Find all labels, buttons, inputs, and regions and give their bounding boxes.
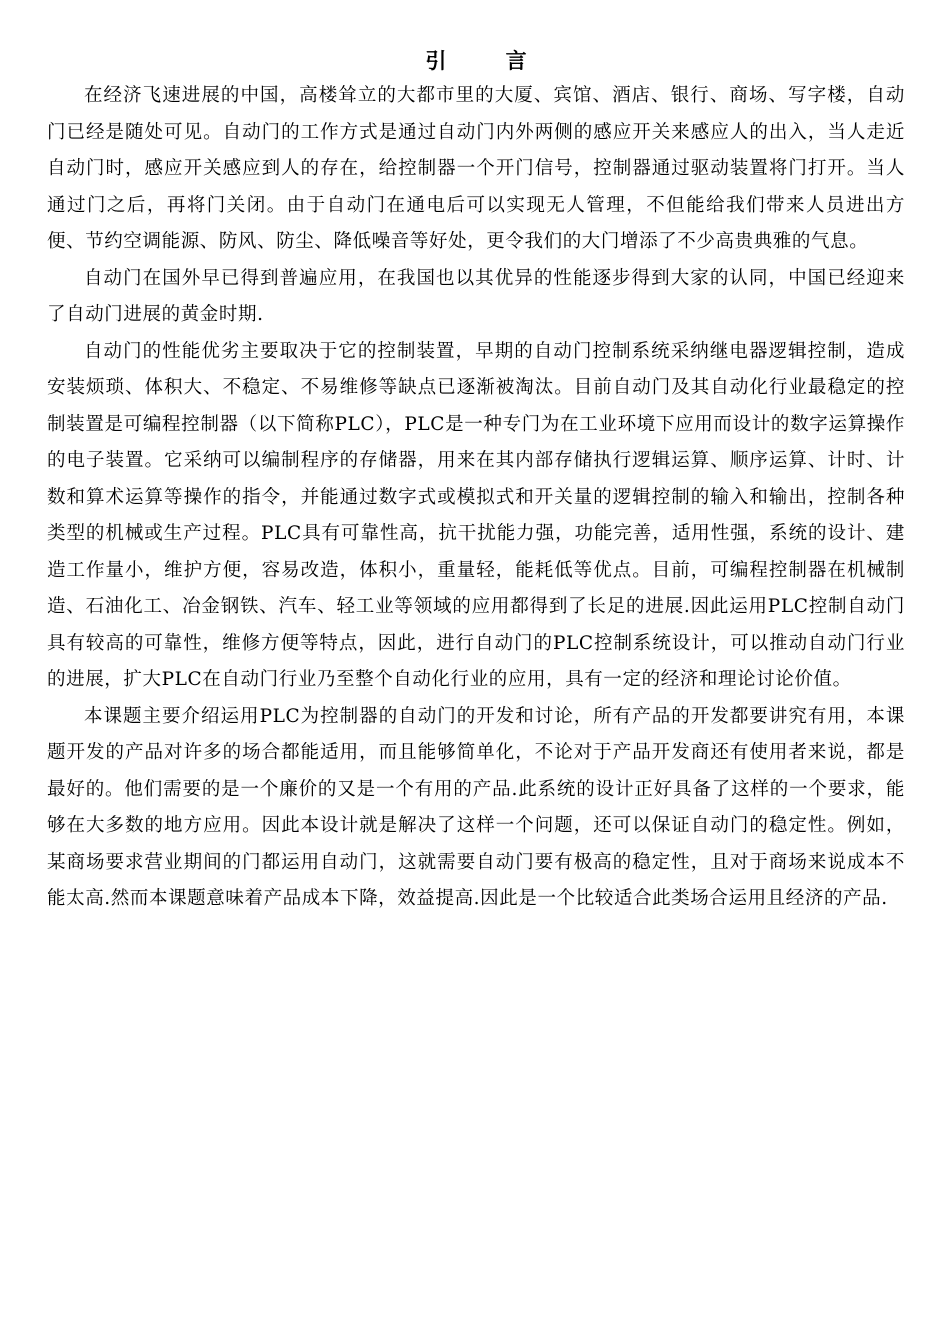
section-title: 引 言: [425, 49, 553, 73]
paragraph-3: 自动门的性能优劣主要取决于它的控制装置，早期的自动门控制系统采纳继电器逻辑控制，造成安装烦琐、体积大、不稳定、不易维修等缺点已逐渐被淘汰。目前自动门及其自动化行业最稳定的控制装置是可编程控制器（以下简称PLC），PLC是一种专门为在工业环境下应用而设计的数字运算操作的电子装置。它采纳可以编制程序的存储器，用来在其内部存储执行逻辑运算、顺序运算、计时、计数和算术运算等操作的指令，并能通过数字式或模拟式和开关量的逻辑控制的输入和输出，控制各种类型的机械或生产过程。PLC具有可靠性高，抗干扰能力强，功能完善，适用性强，系统的设计、建造工作量小，维护方便，容易改造，体积小，重量轻，能耗低等优点。目前，可编程控制器在机械制造、石油化工、冶金钢铁、汽车、轻工业等领域的应用都得到了长足的进展.因此运用PLC控制自动门具有较高的可靠性，维修方便等特点，因此，进行自动门的PLC控制系统设计，可以推动自动门行业的进展，扩大PLC在自动门行业乃至整个自动化行业的应用，具有一定的经济和理论讨论价值。: [47, 340, 905, 690]
paragraph-4: 本课题主要介绍运用PLC为控制器的自动门的开发和讨论，所有产品的开发都要讲究有用，本课题开发的产品对许多的场合都能适用，而且能够简单化，不论对于产品开发商还有使用者来说，都是最好的。他们需要的是一个廉价的又是一个有用的产品.此系统的设计正好具备了这样的一个要求，能够在大多数的地方应用。因此本设计就是解决了这样一个问题，还可以保证自动门的稳定性。例如，某商场要求营业期间的门都运用自动门，这就需要自动门要有极高的稳定性，且对于商场来说成本不能太高.然而本课题意味着产品成本下降，效益提高.因此是一个比较适合此类场合运用且经济的产品.: [47, 705, 905, 909]
paragraph-2: 自动门在国外早已得到普遍应用，在我国也以其优异的性能逐步得到大家的认同，中国已经迎来了自动门进展的黄金时期.: [47, 267, 905, 325]
document-page: [47, 46, 905, 918]
paragraph-1: 在经济飞速进展的中国，高楼耸立的大都市里的大厦、宾馆、酒店、银行、商场、写字楼，自动门已经是随处可见。自动门的工作方式是通过自动门内外两侧的感应开关来感应人的出入，当人走近自动门时，感应开关感应到人的存在，给控制器一个开门信号，控制器通过驱动装置将门打开。当人通过门之后，再将门关闭。由于自动门在通电后可以实现无人管理，不但能给我们带来人员进出方便、节约空调能源、防风、防尘、降低噪音等好处，更令我们的大门增添了不少高贵典雅的气息。: [47, 85, 905, 252]
